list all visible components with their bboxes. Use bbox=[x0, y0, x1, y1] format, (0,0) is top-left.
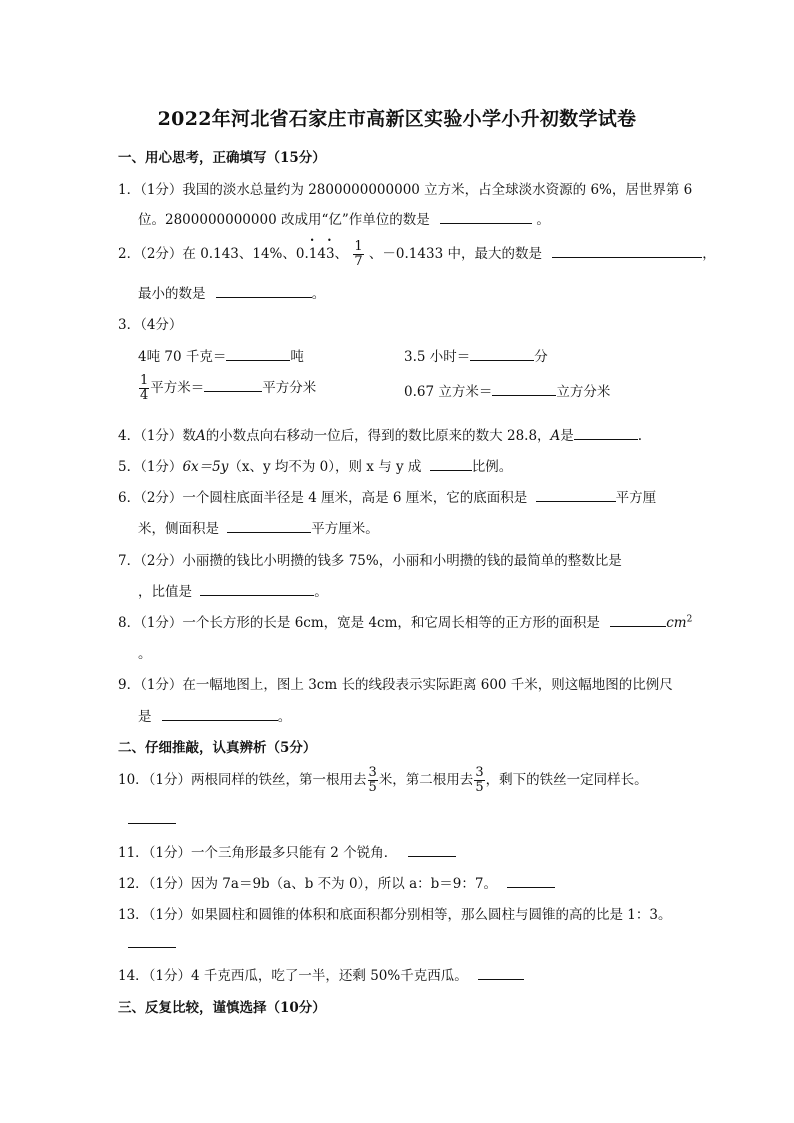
question-6-line-1 bbox=[118, 486, 656, 506]
q3b-text: 3.5 小时＝ bbox=[404, 349, 471, 365]
question-2-post: 、－0.1433 中，最大的数是 bbox=[368, 246, 542, 262]
fraction-numerator: 1 bbox=[140, 373, 149, 388]
q4-end: . bbox=[637, 428, 643, 444]
answer-blank-2b[interactable] bbox=[216, 285, 312, 298]
q7-l2-end: 。 bbox=[314, 584, 328, 600]
question-2-line-2-end: 。 bbox=[311, 286, 326, 302]
section-1-heading: 一、用心思考，正确填写（15分） bbox=[118, 150, 326, 166]
answer-blank-3c[interactable] bbox=[204, 379, 262, 392]
question-8-line-2: 。 bbox=[138, 646, 152, 662]
answer-blank-6a[interactable] bbox=[536, 489, 616, 502]
question-2-sep: 、 bbox=[334, 246, 349, 262]
q6-l2-text: 米，侧面积是 bbox=[138, 521, 219, 537]
q3d-unit: 立方分米 bbox=[556, 384, 611, 400]
question-2-line-2 bbox=[138, 282, 325, 302]
answer-blank-8[interactable] bbox=[610, 614, 666, 627]
fraction-one-seventh bbox=[353, 240, 363, 269]
question-2-end: ， bbox=[702, 246, 716, 262]
question-2-line-1 bbox=[118, 240, 716, 269]
fraction-denominator: 7 bbox=[354, 254, 363, 269]
question-1-text: 位。2800000000000 改成用“亿”作单位的数是 bbox=[138, 212, 430, 228]
answer-blank-5[interactable] bbox=[430, 458, 472, 471]
q4-post: 是 bbox=[560, 428, 574, 444]
q12-text: 12．（1分）因为 7a＝9b（a、b 不为 0），所以 a：b＝9：7。 bbox=[118, 876, 497, 892]
page-title: 2022年河北省石家庄市高新区实验小学小升初数学试卷 bbox=[157, 108, 637, 130]
question-7-line-1: 7．（2分）小丽攒的钱比小明攒的钱多 75%，小丽和小明攒的钱的最简单的整数比是 bbox=[118, 553, 622, 569]
fraction-numerator: 3 bbox=[475, 765, 484, 780]
fraction-denominator: 4 bbox=[140, 388, 149, 403]
q9-l2-text: 是 bbox=[138, 709, 152, 725]
fraction-three-fifths-b bbox=[474, 766, 484, 795]
q10-mid: 米，第二根用去 bbox=[378, 772, 474, 788]
q3b-unit: 分 bbox=[534, 349, 548, 365]
answer-blank-11[interactable] bbox=[408, 844, 456, 857]
q4-mid: 的小数点向右移动一位后，得到的数比原来的数大 28.8， bbox=[205, 428, 551, 444]
question-13: 13．（1分）如果圆柱和圆锥的体积和底面积都分别相等，那么圆柱与圆锥的高的比是 1：3。 bbox=[118, 907, 672, 923]
repeating-digit-2: • 3 bbox=[326, 246, 335, 262]
q10-post: ，剩下的铁丝一定同样长。 bbox=[485, 772, 648, 788]
question-6-line-2 bbox=[138, 517, 379, 537]
question-5 bbox=[118, 455, 512, 475]
answer-blank-1[interactable] bbox=[440, 211, 532, 224]
q4-var2: A bbox=[550, 428, 561, 444]
question-8-line-1 bbox=[118, 611, 692, 631]
q8-unit-exponent: 2 bbox=[686, 614, 693, 625]
question-3-c bbox=[138, 374, 316, 403]
q6-l2-end: 平方厘米。 bbox=[311, 521, 379, 537]
answer-blank-2a[interactable] bbox=[552, 245, 702, 258]
fraction-denominator: 5 bbox=[368, 780, 377, 795]
question-14 bbox=[118, 964, 524, 984]
answer-blank-6b[interactable] bbox=[227, 520, 311, 533]
fraction-one-quarter bbox=[139, 374, 149, 403]
q5-mid: （x、y 均不为 0），则 x 与 y 成 bbox=[228, 459, 422, 475]
question-3-a bbox=[138, 345, 304, 365]
answer-blank-3b[interactable] bbox=[470, 348, 534, 361]
question-2-mid: 4 bbox=[317, 246, 326, 262]
question-2-pre: 2．（2分）在 0.143、14%、0. bbox=[118, 246, 309, 262]
answer-blank-14[interactable] bbox=[478, 967, 524, 980]
q6-text: 6．（2分）一个圆柱底面半径是 4 厘米，高是 6 厘米，它的底面积是 bbox=[118, 490, 528, 506]
section-3-heading: 三、反复比较，谨慎选择（10分） bbox=[118, 1000, 326, 1016]
q3a-text: 4吨 70 千克＝ bbox=[138, 349, 227, 365]
answer-blank-4[interactable] bbox=[574, 427, 638, 440]
q8-text: 8．（1分）一个长方形的长是 6cm，宽是 4cm，和它周长相等的正方形的面积是 bbox=[118, 615, 600, 631]
answer-blank-10[interactable] bbox=[128, 822, 176, 824]
q7-l2-text: ，比值是 bbox=[138, 584, 192, 600]
question-3-heading: 3．（4分） bbox=[118, 317, 183, 333]
question-1-line-1: 1．（1分）我国的淡水总量约为 2800000000000 立方米，占全球淡水资源的 6%，居世界第 6 bbox=[118, 182, 693, 198]
q3c-unit: 平方分米 bbox=[262, 380, 317, 396]
q3d-text: 0.67 立方米＝ bbox=[404, 384, 493, 400]
question-3-b bbox=[404, 345, 548, 365]
question-2-line-2-text: 最小的数是 bbox=[138, 286, 206, 302]
fraction-numerator: 3 bbox=[368, 765, 377, 780]
repeating-digit-1: • 1 bbox=[309, 246, 318, 262]
q8-unit: cm bbox=[666, 615, 687, 631]
question-11 bbox=[118, 841, 456, 861]
answer-blank-7[interactable] bbox=[200, 583, 314, 596]
q3c-text: 平方米＝ bbox=[150, 380, 205, 396]
question-10 bbox=[118, 766, 648, 795]
question-1-end: 。 bbox=[536, 212, 550, 228]
fraction-denominator: 5 bbox=[475, 780, 484, 795]
q5-equation: 6x＝5y bbox=[182, 459, 229, 475]
q5-pre: 5．（1分） bbox=[118, 459, 183, 475]
answer-blank-3d[interactable] bbox=[492, 383, 556, 396]
fraction-three-fifths-a bbox=[368, 766, 378, 795]
q4-pre: 4．（1分）数 bbox=[118, 428, 196, 444]
q4-var: A bbox=[195, 428, 206, 444]
fraction-numerator: 1 bbox=[354, 239, 363, 254]
answer-blank-12[interactable] bbox=[507, 875, 555, 888]
q11-text: 11．（1分）一个三角形最多只能有 2 个锐角． bbox=[118, 845, 398, 861]
question-7-line-2 bbox=[138, 580, 328, 600]
section-2-heading: 二、仔细推敲，认真辨析（5分） bbox=[118, 740, 317, 756]
q14-text: 14．（1分）4 千克西瓜，吃了一半，还剩 50%千克西瓜。 bbox=[118, 968, 468, 984]
question-9-line-2 bbox=[138, 705, 291, 725]
question-12 bbox=[118, 872, 555, 892]
answer-blank-3a[interactable] bbox=[226, 348, 290, 361]
q9-l2-end: 。 bbox=[277, 709, 292, 725]
q10-pre: 10．（1分）两根同样的铁丝，第一根用去 bbox=[118, 772, 367, 788]
q3a-unit: 吨 bbox=[290, 349, 304, 365]
question-4 bbox=[118, 424, 642, 444]
question-9-line-1: 9．（1分）在一幅地图上，图上 3cm 长的线段表示实际距离 600 千米，则这幅地图的比例尺 bbox=[118, 677, 673, 693]
q6-l1-end: 平方厘 bbox=[615, 490, 657, 506]
question-3-d bbox=[404, 380, 610, 400]
q5-post: 比例。 bbox=[471, 459, 513, 475]
question-1-line-2 bbox=[138, 208, 550, 228]
answer-blank-9[interactable] bbox=[162, 708, 278, 721]
answer-blank-13[interactable] bbox=[128, 946, 176, 948]
